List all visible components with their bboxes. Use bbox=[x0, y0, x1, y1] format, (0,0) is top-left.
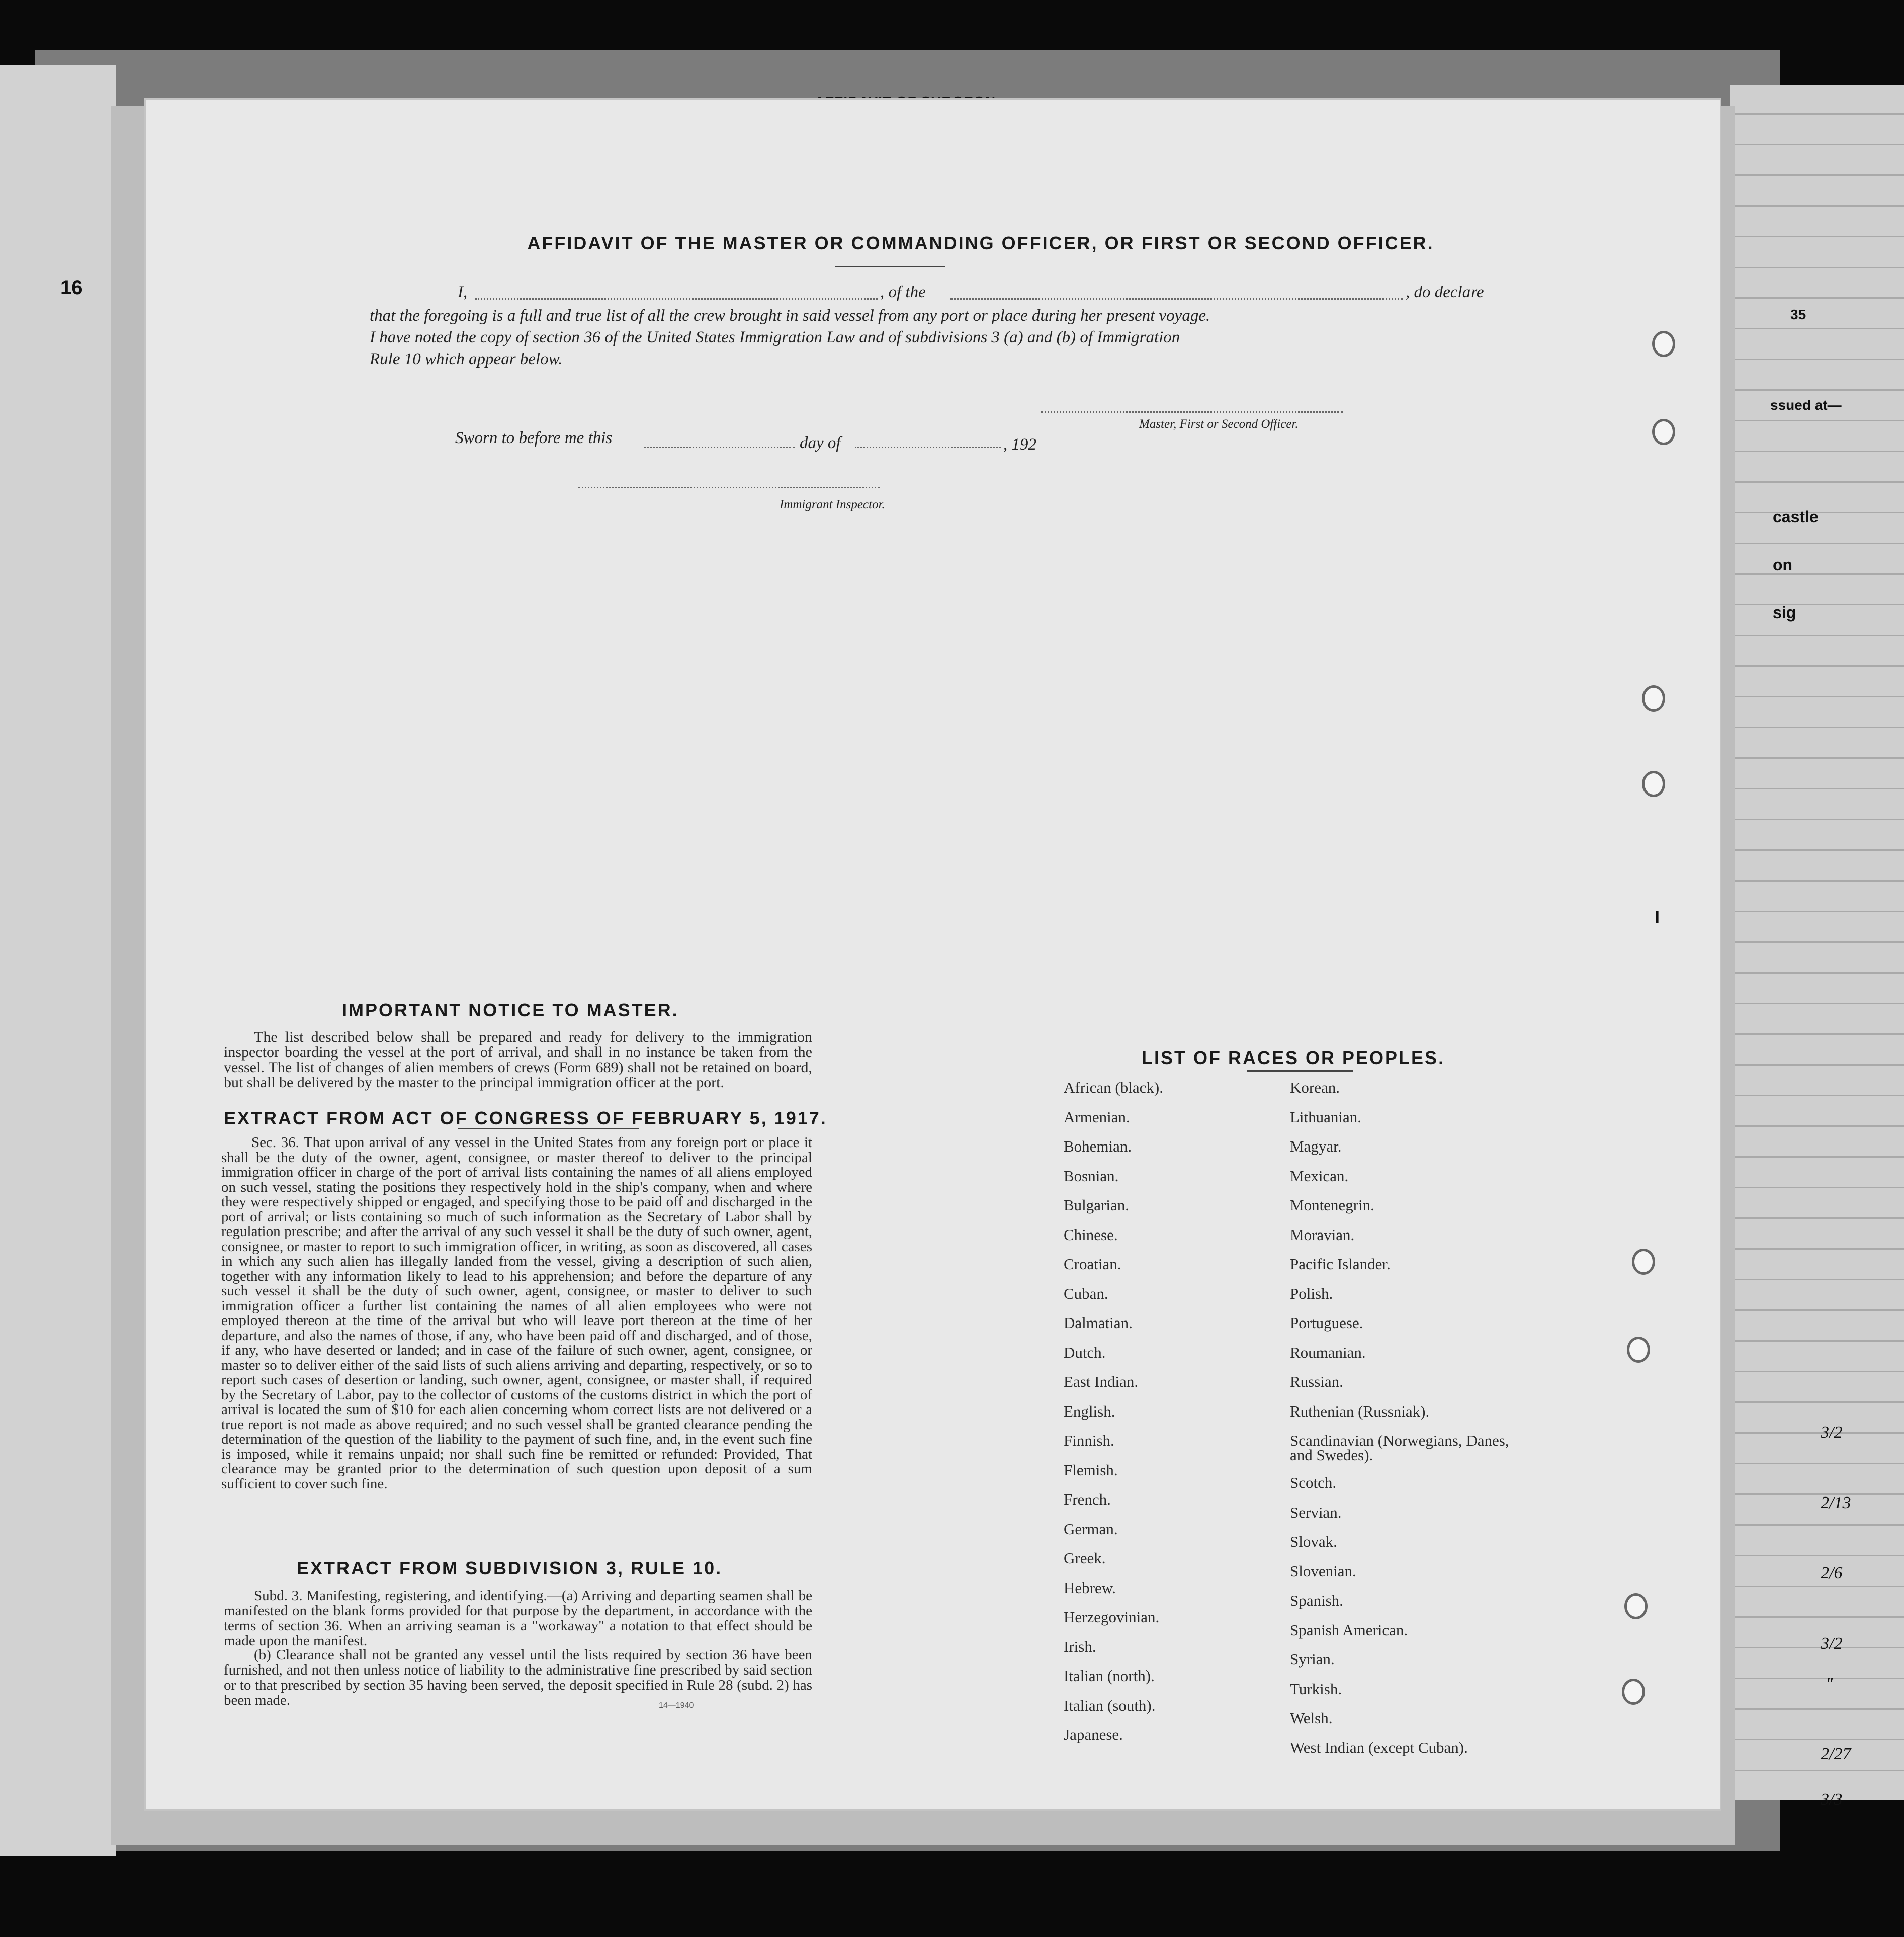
sworn-day-field[interactable] bbox=[644, 447, 795, 448]
race-item: Italian (north). bbox=[1064, 1667, 1155, 1685]
right-margin-date-7: 3/3 bbox=[1821, 1790, 1843, 1809]
race-item: Flemish. bbox=[1064, 1461, 1118, 1479]
binder-hole bbox=[1624, 1593, 1648, 1619]
declaration-line-3: I have noted the copy of section 36 of the United States Immigration Law and of subdivisions 3 (a) and (b) of Immigration bbox=[370, 328, 1180, 346]
rule-extract-text-a: Subd. 3. Manifesting, registering, and identifying.—(a) Arriving and departing seamen shall be manifested on the blank forms provided for that purpose by the department, in accordance with the terms of section 36. When an arriving seaman is a "workaway" a notation to that effect should be made upon the manifest. bbox=[224, 1588, 812, 1649]
binder-hole bbox=[1627, 1337, 1650, 1363]
right-margin-date-5: " bbox=[1826, 1675, 1833, 1693]
race-item: Dalmatian. bbox=[1064, 1314, 1133, 1332]
binder-hole bbox=[1652, 331, 1675, 357]
affidavit-title: AFFIDAVIT OF THE MASTER OR COMMANDING OFFICER, OR FIRST OR SECOND OFFICER. bbox=[527, 233, 1434, 253]
race-item: Japanese. bbox=[1064, 1726, 1123, 1743]
tab-mark: I bbox=[1655, 907, 1660, 927]
binder-hole bbox=[1652, 419, 1675, 445]
vessel-field[interactable] bbox=[950, 298, 1403, 300]
race-item: Spanish. bbox=[1290, 1592, 1343, 1609]
right-margin-number: 35 bbox=[1790, 307, 1806, 322]
inspector-caption: Immigrant Inspector. bbox=[780, 498, 885, 511]
race-item: English. bbox=[1064, 1402, 1115, 1420]
race-item: Lithuanian. bbox=[1290, 1108, 1362, 1126]
race-item: French. bbox=[1064, 1490, 1111, 1508]
race-item: Portuguese. bbox=[1290, 1314, 1363, 1332]
race-item: Mexican. bbox=[1290, 1167, 1349, 1185]
races-list-right bbox=[1290, 1080, 1511, 1770]
binder-hole bbox=[1642, 771, 1665, 797]
rule-extract-title: EXTRACT FROM SUBDIVISION 3, RULE 10. bbox=[297, 1558, 723, 1578]
left-margin-number: 16 bbox=[60, 277, 83, 299]
declaration-line-2: that the foregoing is a full and true list of all the crew brought in said vessel from any port or place during her present voyage. bbox=[370, 307, 1210, 325]
race-item: Armenian. bbox=[1064, 1108, 1130, 1126]
race-item: Irish. bbox=[1064, 1637, 1096, 1655]
race-item: Bosnian. bbox=[1064, 1167, 1119, 1185]
sworn-day-of: day of bbox=[800, 434, 841, 452]
race-item: Croatian. bbox=[1064, 1255, 1121, 1273]
sworn-month-field[interactable] bbox=[855, 447, 1001, 448]
form-number: 14—1940 bbox=[659, 1701, 694, 1710]
race-item: Polish. bbox=[1290, 1284, 1333, 1302]
race-item: Roumanian. bbox=[1290, 1343, 1366, 1361]
sworn-prefix: Sworn to before me this bbox=[455, 429, 613, 447]
race-item: Bulgarian. bbox=[1064, 1196, 1129, 1214]
notice-text: The list described below shall be prepared and ready for delivery to the immigration inspector boarding the vessel at the port of arrival, and shall in no instance be taken from the vessel. The list of changes of alien members of crews (Form 689) shall not be retained on board, but shall be delivered by the master to the principal immigration officer at the port. bbox=[224, 1029, 812, 1091]
binder-hole bbox=[1632, 1249, 1655, 1275]
race-item: Scotch. bbox=[1290, 1474, 1337, 1491]
race-item: Korean. bbox=[1290, 1079, 1340, 1096]
right-margin-word-1: castle bbox=[1773, 508, 1819, 526]
race-item: Montenegrin. bbox=[1290, 1196, 1374, 1214]
right-underlying-sheet bbox=[1730, 85, 1904, 1809]
race-item: Finnish. bbox=[1064, 1432, 1114, 1449]
act-title-underline bbox=[458, 1128, 639, 1129]
master-signature-field[interactable] bbox=[1041, 411, 1343, 413]
races-title: LIST OF RACES OR PEOPLES. bbox=[1142, 1047, 1445, 1068]
right-margin-date-3: 2/6 bbox=[1821, 1564, 1843, 1582]
left-underlying-sheet bbox=[0, 65, 116, 1856]
right-margin-issued: ssued at— bbox=[1770, 397, 1842, 413]
race-item: Bohemian. bbox=[1064, 1137, 1132, 1155]
title-underline bbox=[835, 266, 945, 267]
right-margin-word-2: on bbox=[1773, 556, 1793, 574]
race-item: West Indian (except Cuban). bbox=[1290, 1738, 1468, 1756]
races-list-left bbox=[1064, 1080, 1255, 1757]
right-margin-date-6: 2/27 bbox=[1821, 1745, 1851, 1764]
race-item: Slovenian. bbox=[1290, 1562, 1356, 1580]
race-item: Dutch. bbox=[1064, 1343, 1106, 1361]
race-item: Turkish. bbox=[1290, 1680, 1342, 1698]
binder-hole bbox=[1622, 1679, 1645, 1705]
notice-title: IMPORTANT NOTICE TO MASTER. bbox=[342, 1000, 679, 1020]
race-item: Ruthenian (Russniak). bbox=[1290, 1402, 1430, 1420]
right-margin-date-4: 3/2 bbox=[1821, 1634, 1843, 1653]
race-item: Moravian. bbox=[1290, 1225, 1355, 1244]
declaration-of-the: , of the bbox=[880, 283, 926, 301]
race-item: Chinese. bbox=[1064, 1225, 1118, 1244]
races-title-underline bbox=[1247, 1070, 1353, 1072]
master-affidavit-form bbox=[146, 100, 1720, 1809]
name-field[interactable] bbox=[475, 298, 878, 300]
race-item: Cuban. bbox=[1064, 1284, 1108, 1302]
race-item: Italian (south). bbox=[1064, 1696, 1156, 1714]
race-item: German. bbox=[1064, 1520, 1118, 1538]
act-extract-text: Sec. 36. That upon arrival of any vessel in the United States from any foreign port or place it shall be the duty of the owner, agent, consignee, or master thereof to deliver to the principal immigration officer in charge of the port of arrival lists containing the names of all aliens employed on such vessel, stating the positions they respectively hold in the ship's company, when and where they were respectively shipped or engaged, and specifying those to be paid off and discharged in the port of arrival; or lists containing so much of such information as the Secretary of Labor shall by regulation prescribe; and after the arrival of any such vessel it shall be the duty of such owner, agent, consignee, or master to report to such immigration officer, in writing, as soon as discovered, all cases in which any such alien has illegally landed from the vessel, giving a description of such alien, together with any information likely to lead to his apprehension; and before the departure of any such vessel it shall be the duty of such owner, agent, consignee, or master to deliver to such immigration officer a further list containing the names of all alien employees who were not employed thereon at the time of the arrival but who will leave port thereon at the time of her departure, and also the names of those, if any, who have been paid off and discharged, and of those, if any, who have deserted or landed; and in case of the failure of such owner, agent, consignee, or master so to deliver either of the said lists of such aliens arriving and departing, respectively, or so to report such cases of desertion or landing, such owner, agent, consignee, or master shall, if required by the Secretary of Labor, pay to the collector of customs of the customs district in which the port of arrival is located the sum of $10 for each alien concerning whom correct lists are not delivered or a true report is not made as above required; and no such vessel shall be granted clearance pending the determination of the question of the liability to the payment of such fine, and, in the event such fine is imposed, while it remains unpaid; nor shall such fine be remitted or refunded: Provided, That clearance may be granted prior to the determination of such question upon deposit of a sum sufficient to cover such fine. bbox=[221, 1134, 812, 1492]
race-item: Greek. bbox=[1064, 1549, 1106, 1567]
race-item: Slovak. bbox=[1290, 1533, 1337, 1550]
right-margin-date-1: 3/2 bbox=[1821, 1423, 1843, 1442]
declaration-prefix: I, bbox=[458, 283, 468, 301]
sworn-year: , 192 bbox=[1003, 435, 1036, 454]
race-item: Welsh. bbox=[1290, 1709, 1333, 1727]
master-signature-caption: Master, First or Second Officer. bbox=[1139, 417, 1299, 431]
race-item: Spanish American. bbox=[1290, 1621, 1408, 1639]
race-item: Russian. bbox=[1290, 1373, 1343, 1390]
race-item: African (black). bbox=[1064, 1079, 1163, 1096]
race-item: Hebrew. bbox=[1064, 1578, 1116, 1597]
race-item: Servian. bbox=[1290, 1503, 1342, 1521]
race-item: Herzegovinian. bbox=[1064, 1608, 1160, 1626]
rule-extract-text-b: (b) Clearance shall not be granted any vessel until the lists required by section 36 have been furnished, and not then unless notice of liability to the administrative fine prescribed by said section or to that prescribed by section 35 having been served, the deposit specified in Rule 28 (subd. 2) has been made. bbox=[224, 1647, 812, 1708]
binder-hole bbox=[1642, 685, 1665, 712]
act-extract-title: EXTRACT FROM ACT OF CONGRESS OF FEBRUARY 5, 1917. bbox=[224, 1108, 827, 1128]
race-item: Pacific Islander. bbox=[1290, 1255, 1391, 1273]
right-margin-word-3: sig bbox=[1773, 603, 1796, 622]
declaration-line-4: Rule 10 which appear below. bbox=[370, 350, 563, 368]
right-margin-date-2: 2/13 bbox=[1821, 1493, 1851, 1512]
inspector-signature-field[interactable] bbox=[578, 487, 880, 488]
race-item: Magyar. bbox=[1290, 1137, 1342, 1155]
race-item: East Indian. bbox=[1064, 1373, 1139, 1390]
race-item: Scandinavian (Norwegians, Danes, and Swedes). bbox=[1290, 1432, 1509, 1464]
race-item: Syrian. bbox=[1290, 1650, 1335, 1668]
declaration-end: , do declare bbox=[1406, 283, 1484, 301]
